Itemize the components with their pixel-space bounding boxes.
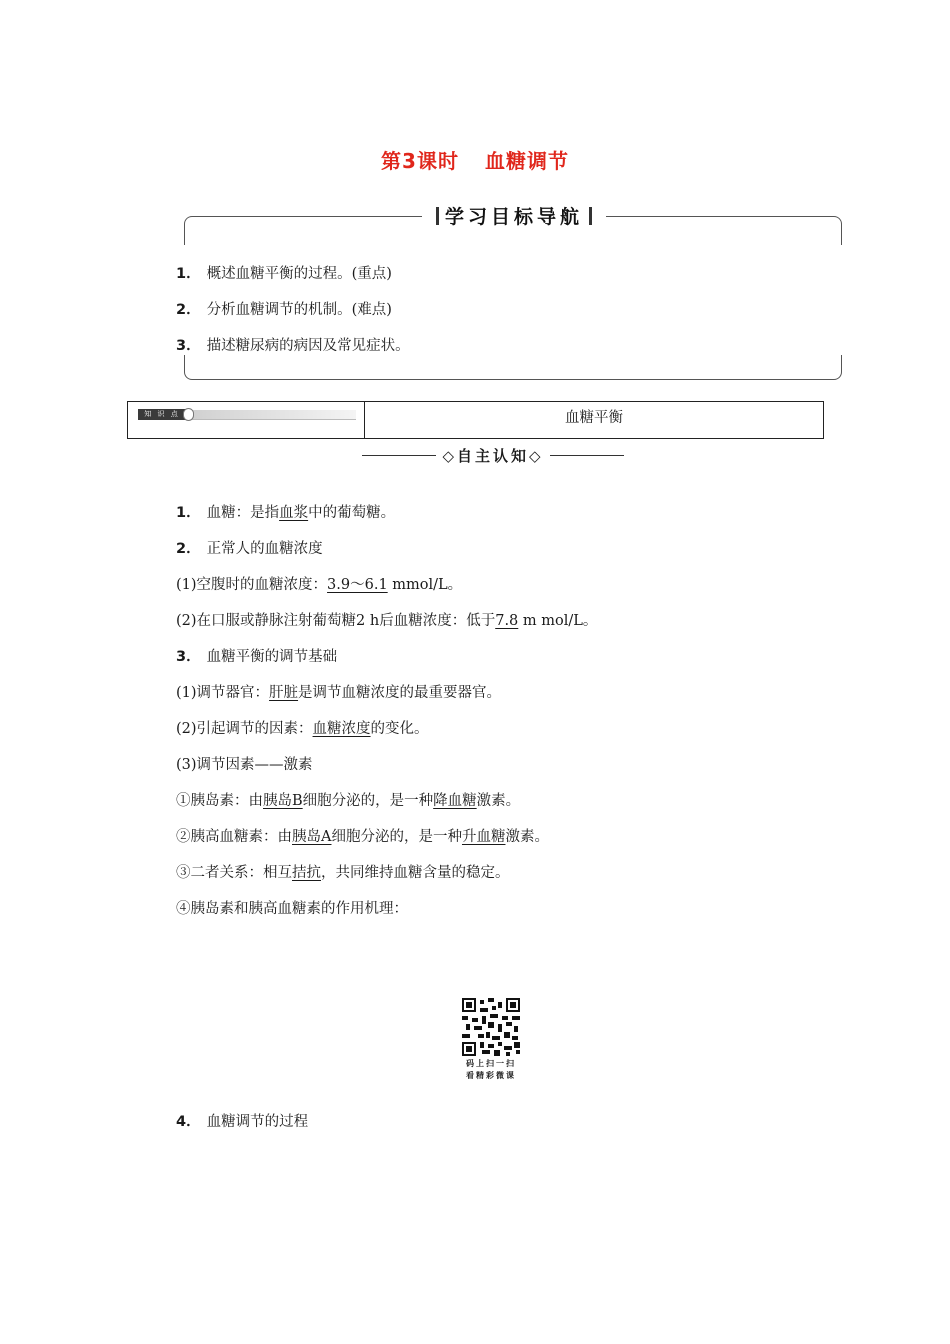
knowledge-title-cell <box>365 402 823 438</box>
paragraph: (3)调节因素——激素 <box>176 757 313 773</box>
paragraph: 2． 正常人的血糖浓度 <box>176 541 323 557</box>
divider <box>550 455 624 456</box>
objective-item: 3． 描述糖尿病的病因及常见症状。 <box>176 338 410 354</box>
lesson-topic: 血糖调节 <box>484 149 569 173</box>
section-heading <box>362 444 624 466</box>
paragraph: (1)空腹时的血糖浓度：3.9～6.1 mmol/L。 <box>176 577 463 593</box>
divider <box>362 455 436 456</box>
section-heading-text: ◇自主认知◇ <box>442 446 544 465</box>
paragraph: ①胰岛素：由胰岛B细胞分泌的，是一种降血糖激素。 <box>176 793 521 809</box>
objectives-frame-bottom <box>184 355 842 380</box>
paragraph: (2)在口服或静脉注射葡萄糖2 h后血糖浓度：低于7.8 m mol/L。 <box>176 613 598 629</box>
qr-caption: 看精彩微课 <box>466 1071 516 1080</box>
knowledge-title: 血糖平衡 <box>565 410 623 426</box>
knowledge-badge-cell <box>128 402 365 438</box>
paragraph: 1． 血糖：是指血浆中的葡萄糖。 <box>176 505 396 521</box>
paragraph: ②胰高血糖素：由胰岛A细胞分泌的，是一种升血糖激素。 <box>176 829 549 845</box>
knowledge-bar-decoration <box>186 410 356 420</box>
objectives-heading: 学习目标导航 <box>422 202 606 229</box>
lesson-number: 第3课时 <box>381 149 459 173</box>
objective-item: 2． 分析血糖调节的机制。(难点) <box>176 302 392 318</box>
paragraph: 3． 血糖平衡的调节基础 <box>176 649 338 665</box>
qr-code-icon[interactable] <box>462 998 520 1056</box>
paragraph: 4． 血糖调节的过程 <box>176 1114 309 1130</box>
knowledge-badge: 知 识 点 <box>138 409 186 420</box>
paragraph: (1)调节器官：肝脏是调节血糖浓度的最重要器官。 <box>176 685 502 701</box>
objective-item: 1． 概述血糖平衡的过程。(重点) <box>176 266 392 282</box>
page-title <box>0 145 950 174</box>
paragraph: ④胰岛素和胰高血糖素的作用机理： <box>176 901 408 917</box>
knowledge-point-table <box>127 401 824 439</box>
paragraph: (2)引起调节的因素：血糖浓度的变化。 <box>176 721 429 737</box>
qr-caption: 码上扫一扫 <box>466 1059 516 1068</box>
paragraph: ③二者关系：相互拮抗，共同维持血糖含量的稳定。 <box>176 865 510 881</box>
